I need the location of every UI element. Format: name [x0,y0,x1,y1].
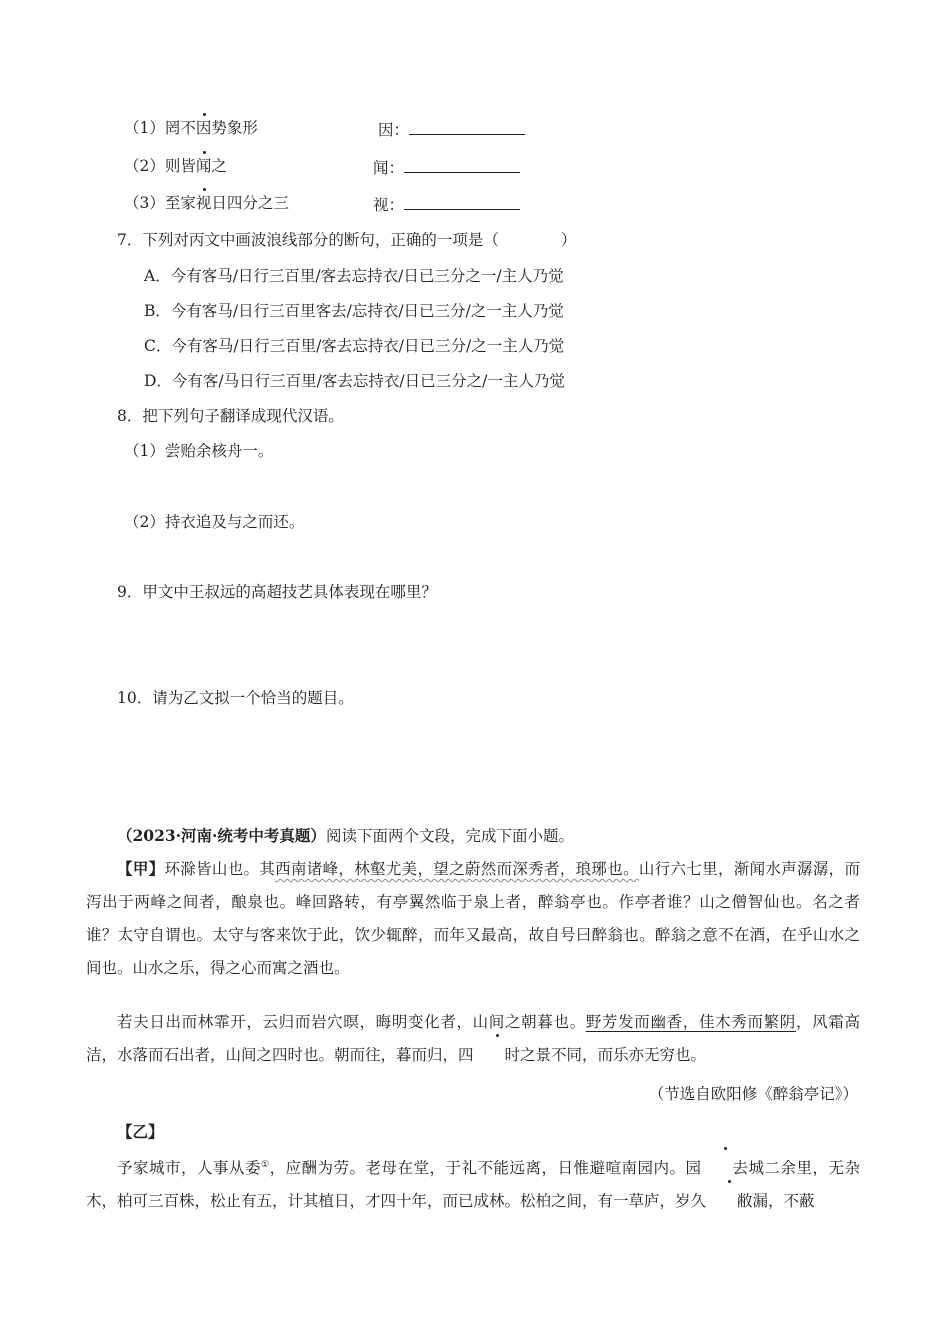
emphasis-dot-char: 敝 [706,1185,753,1218]
q8-stem: 8．把下列句子翻译成现代汉语。 [117,407,344,425]
passage-jia-mark: 【甲】 [117,859,165,878]
q7-stem: 7．下列对丙文中画波浪线部分的断句，正确的一项是（ ） [117,231,577,249]
q7-option-b: B．今有客马/日行三百里客去/忘持衣/日已三分/之一主人乃觉 [144,302,564,320]
q8-sentence-2: （2）持衣追及与之而还。 [124,513,305,531]
q6-item-2: （2）则皆闻之 [124,157,227,175]
q6-answer-2: 闻： [373,156,520,178]
underlined-text: 野芳发而幽香，佳木秀而繁阴 [585,1013,796,1031]
passage-jia-p1: 【甲】环滁皆山也。其西南诸峰，林壑尤美，望之蔚然而深秀者，琅琊也。山行六七里，渐闻水声潺潺，而泻出于两峰之间者，酿泉也。峰回路转，有亭翼然临于泉上者，醉翁亭也。作亭者谁？山之僧智仙也。名之者谁？太守自谓也。太守与客来饮于此，饮少辄醉，而年又最高，故自号曰醉翁也。醉翁之意不在酒，在乎山水之间也。山水之乐，得之心而寓之酒也。 [86,859,860,977]
q6-answer-1: 因： [378,118,525,140]
wavy-underlined-text: 西南诸峰，林壑尤美，望之蔚然而深秀者，琅琊也。 [275,860,639,878]
q7-option-c: C．今有客马/日行三百里/客去忘持衣/日已三分/之一主人乃觉 [144,337,565,355]
emphasis-dot-char: 去 [701,1152,748,1185]
section-instruction: 阅读下面两个文段，完成下面小题。 [325,827,574,845]
q9-stem: 9．甲文中王叔远的高超技艺具体表现在哪里？ [117,583,437,601]
q7-option-d: D．今有客/马日行三百里/客去忘持衣/日已三分之/一主人乃觉 [144,372,565,390]
passage-yi-mark: 【乙】 [117,1122,164,1141]
answer-blank[interactable] [404,193,520,210]
q6-answer-3: 视： [373,193,520,215]
passage-jia-p2: 若夫日出而林霏开，云归而岩穴暝，晦明变化者，山间之朝暮也。野芳发而幽香，佳木秀而繁阴，风霜高洁，水落而石出者，山间之四时也。朝而往，暮而归，四 时之景不同，而乐亦无穷也。 [86,1006,860,1072]
emphasis-dot-char: 因 [195,119,212,137]
passage-jia-source: （节选自欧阳修《醉翁亭记》） [648,1085,858,1103]
emphasis-dot-char: 时 [474,1039,521,1072]
q6-item-3: （3）至家视日四分之三 [124,194,289,212]
emphasis-dot-char: 闻 [195,157,212,175]
footnote-marker[interactable]: ① [260,1160,270,1170]
answer-blank[interactable] [409,118,525,135]
emphasis-dot-char: 视 [195,194,212,212]
passage-yi-p1: 予家城市，人事从委①，应酬为劳。老母在堂，于礼不能远离，日惟避喧南园内。园 去城二余里，无杂木，柏可三百株，松止有五，计其植日，才四十年，而已成林。松柏之间，有一草庐，岁久 敝漏，不蔽 [86,1149,860,1218]
q7-option-a: A．今有客马/日行三百里/客去忘持衣/日已三分之一/主人乃觉 [144,267,564,285]
section-header [117,826,574,846]
answer-blank[interactable] [404,156,520,173]
q6-item-1: （1）罔不因势象形 [124,119,258,137]
q8-sentence-1: （1）尝贻余核舟一。 [124,442,274,460]
q10-stem: 10．请为乙文拟一个恰当的题目。 [117,689,354,707]
exam-source: （2023·河南·统考中考真题） [117,826,326,845]
